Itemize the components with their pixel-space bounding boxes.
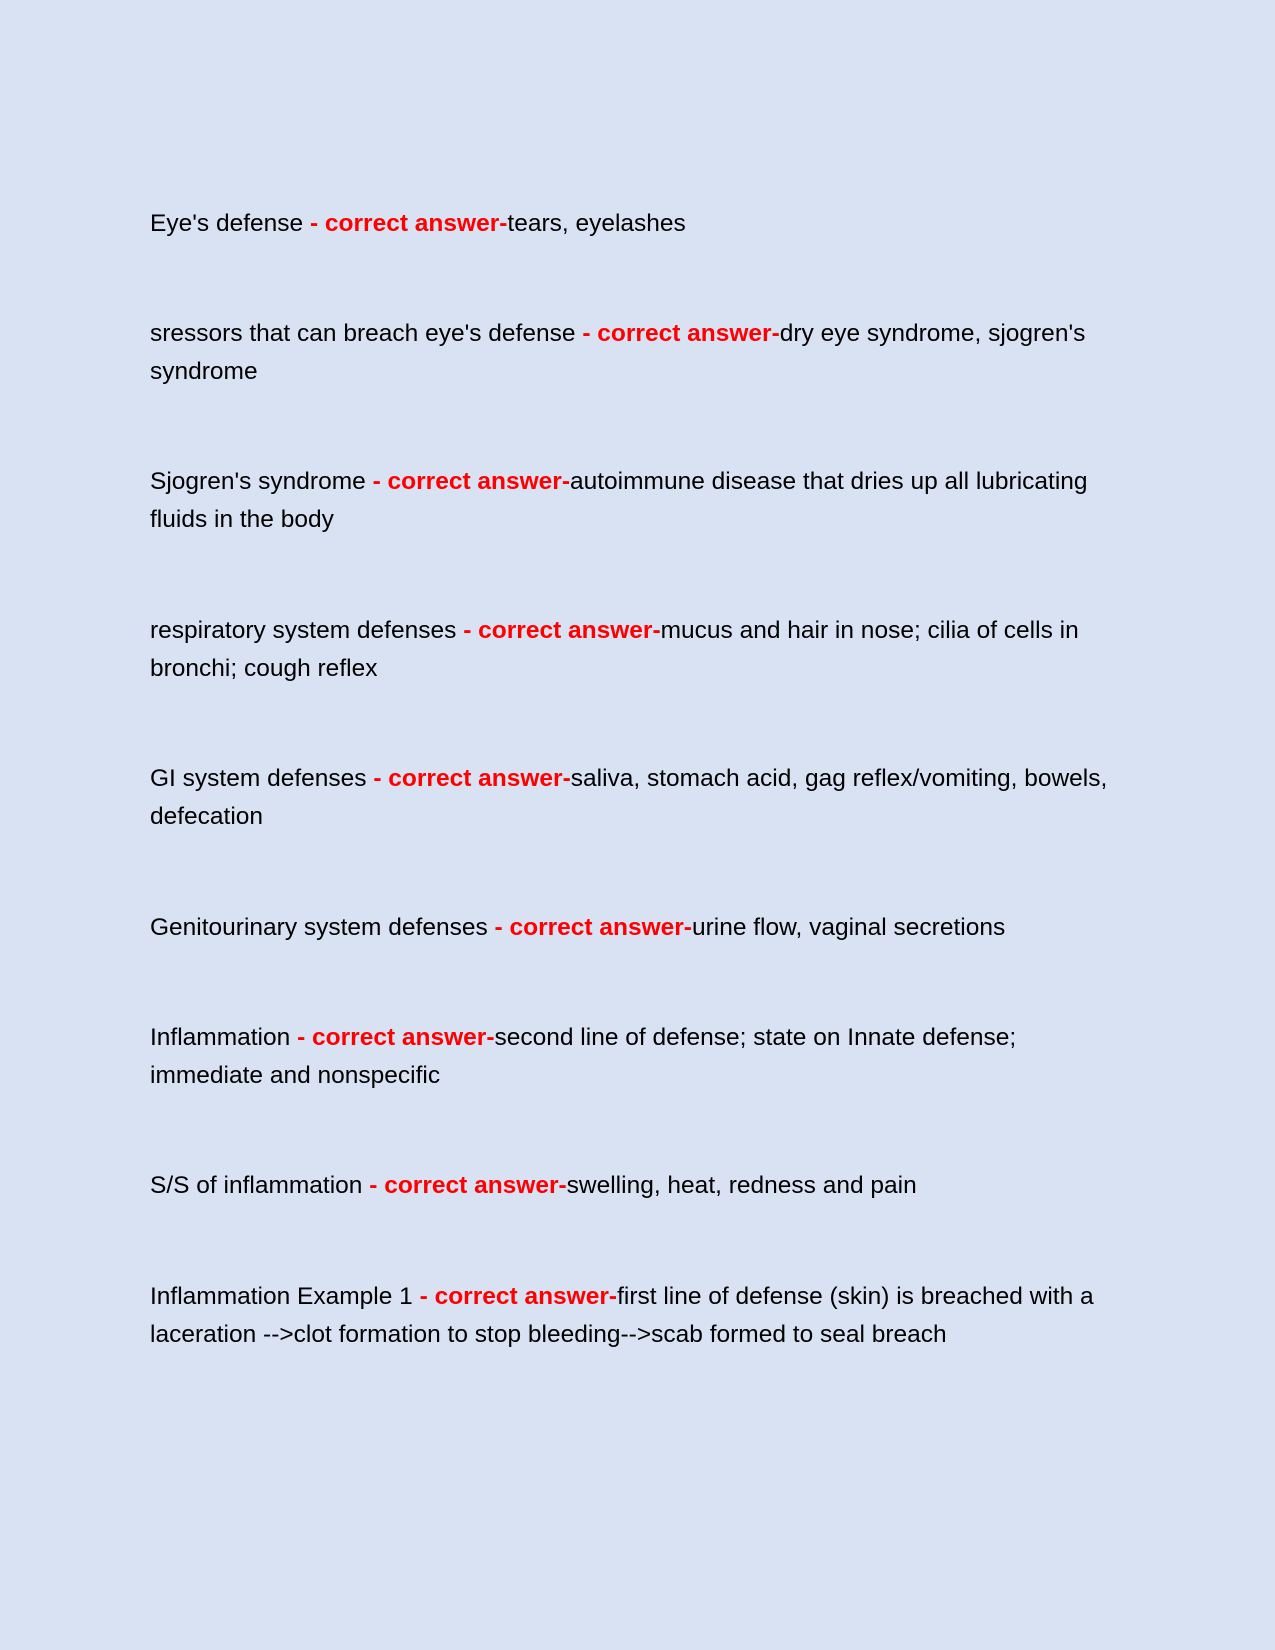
term: Genitourinary system defenses — [150, 914, 495, 941]
answer-separator: - correct answer- — [369, 1172, 567, 1199]
answer-separator: - correct answer- — [309, 210, 508, 237]
term: S/S of inflammation — [150, 1172, 370, 1199]
answer: urine flow, vaginal secretions — [691, 914, 1006, 941]
flashcard-entry — [150, 205, 1125, 243]
flashcard-entry — [150, 1167, 1125, 1205]
answer: saliva, stomach acid, gag reflex/vomiting, bowels, defecation — [150, 765, 1108, 830]
flashcard-entry — [150, 909, 1125, 947]
flashcard-entry — [150, 1278, 1125, 1354]
term: Inflammation — [150, 1024, 298, 1051]
flashcard-entry — [150, 315, 1125, 391]
term: Sjogren's syndrome — [150, 468, 373, 495]
flashcard-entry — [150, 1019, 1125, 1095]
answer: first line of defense (skin) is breached with a laceration -->clot formation to stop bleeding-->scab formed to seal breach — [150, 1283, 1094, 1348]
answer-separator: - correct answer- — [373, 765, 571, 792]
flashcard-entry — [150, 463, 1125, 539]
answer-separator: - correct answer- — [582, 320, 780, 347]
term: Inflammation Example 1 — [150, 1283, 420, 1310]
answer: mucus and hair in nose; cilia of cells in bronchi; cough reflex — [150, 617, 1079, 682]
document-page — [150, 0, 1125, 1650]
answer-separator: - correct answer- — [494, 914, 692, 941]
answer: tears, eyelashes — [507, 210, 686, 237]
term: GI system defenses — [150, 765, 374, 792]
answer-separator: - correct answer- — [419, 1283, 618, 1310]
answer: swelling, heat, redness and pain — [566, 1172, 917, 1199]
flashcard-entry — [150, 612, 1125, 688]
term: Eye's defense — [150, 210, 310, 237]
answer: dry eye syndrome, sjogren's syndrome — [150, 320, 1086, 385]
term: sressors that can breach eye's defense — [150, 320, 583, 347]
answer-separator: - correct answer- — [372, 468, 570, 495]
answer: autoimmune disease that dries up all lubricating fluids in the body — [150, 468, 1088, 533]
flashcard-entry — [150, 760, 1125, 836]
term: respiratory system defenses — [150, 617, 464, 644]
answer: second line of defense; state on Innate defense; immediate and nonspecific — [150, 1024, 1017, 1089]
answer-separator: - correct answer- — [463, 617, 661, 644]
answer-separator: - correct answer- — [297, 1024, 495, 1051]
